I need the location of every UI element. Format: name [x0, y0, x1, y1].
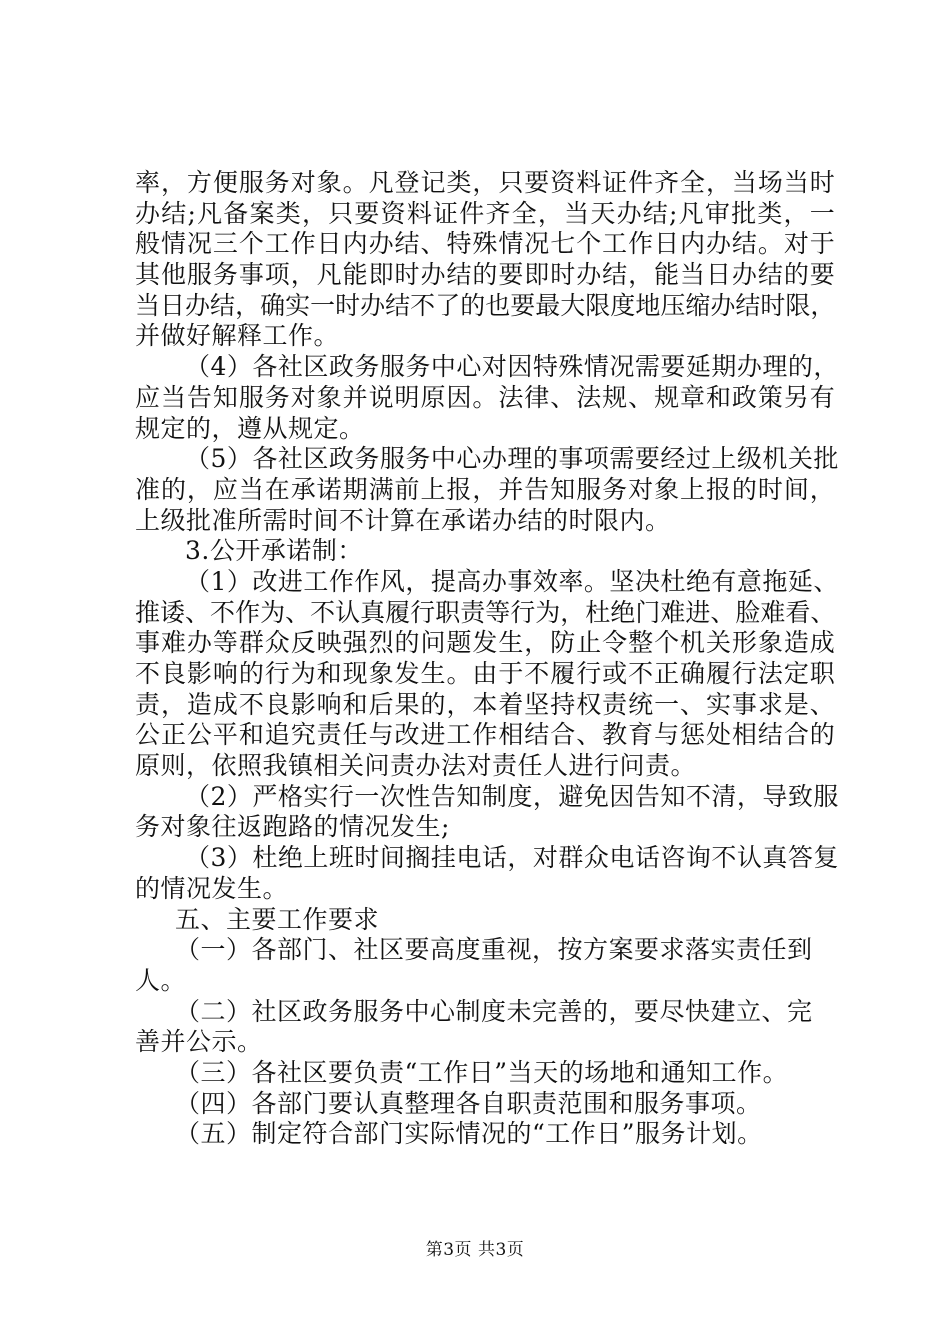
text-line: 人。: [135, 965, 187, 995]
text-line: 上级批准所需时间不计算在承诺办结的时限内。: [135, 505, 671, 535]
section-heading: 3.公开承诺制：: [185, 536, 363, 566]
text-line: 当 日 办 结 ， 确 实 一 时 办 结 不 了 的 也 要 最 大 限 度 地 压 缩 办 结 时 限 ，: [135, 290, 836, 320]
text-line: 的情况发生。: [135, 873, 289, 903]
text-line: （1）改进工作作风，提高办事效率。坚决杜绝有意拖延、: [185, 566, 839, 596]
text-line: 并做好解释工作。: [135, 321, 340, 351]
text-line: 责 ， 造 成 不 良 影 响 和 后 果 的 ， 本 着 坚 持 权 责 统 一 、 实 事 求 是 、: [135, 689, 835, 719]
text-line: 务对象往返跑路的情况发生;: [135, 812, 450, 842]
section-heading: 五、主要工作要求: [175, 904, 380, 934]
text-line: 推 诿 、 不 作 为 、 不 认 真 履 行 职 责 等 行 为 ， 杜 绝 门 难 进 、 脸 难 看 、: [135, 597, 836, 627]
text-line: 准 的 ， 应 当 在 承 诺 期 满 前 上 报 ， 并 告 知 服 务 对 象 上 报 的 时 间 ，: [135, 474, 835, 504]
text-line: 办 结 ; 凡 备 案 类 ， 只 要 资 料 证 件 齐 全 ， 当 天 办 结 ; 凡 审 批 类 ， 一: [135, 198, 835, 228]
text-line: （3）杜绝上班时间搁挂电话，对群众电话咨询不认真答复: [185, 843, 839, 873]
text-line: 原则，依照我镇相关问责办法对责任人进行问责。: [135, 751, 697, 781]
text-line: （三）各社区要负责“工作日”当天的场地和通知工作。: [175, 1057, 789, 1087]
text-line: 率 ， 方 便 服 务 对 象 。 凡 登 记 类 ， 只 要 资 料 证 件 齐 全 ， 当 场 当 时: [135, 168, 835, 197]
text-line: 般 情 况 三 个 工 作 日 内 办 结 、 特 殊 情 况 七 个 工 作 日 内 办 结 。 对 于: [135, 229, 835, 259]
document-body: [135, 168, 839, 1150]
text-line: 事 难 办 等 群 众 反 映 强 烈 的 问 题 发 生 ， 防 止 令 整 个 机 关 形 象 造 成: [135, 628, 835, 658]
text-line: （5）各社区政务服务中心办理的事项需要经过上级机关批: [185, 444, 839, 474]
text-line: （一）各部门、社区要高度重视，按方案要求落实责任到: [175, 935, 813, 965]
text-line: （二）社区政务服务中心制度未完善的，要尽快建立、完: [175, 996, 813, 1026]
text-line: 公 正 公 平 和 追 究 责 任 与 改 进 工 作 相 结 合 、 教 育 与 惩 处 相 结 合 的: [135, 720, 835, 750]
page-footer: 第3页 共3页: [425, 1240, 525, 1260]
text-line: 不 良 影 响 的 行 为 和 现 象 发 生 。 由 于 不 履 行 或 不 正 确 履 行 法 定 职: [135, 659, 835, 688]
text-line: 规定的，遵从规定。: [135, 413, 365, 443]
text-line: 其 他 服 务 事 项 ， 凡 能 即 时 办 结 的 要 即 时 办 结 ， 能 当 日 办 结 的 要: [135, 260, 835, 290]
text-line: 善并公示。: [135, 1027, 263, 1057]
text-line: 应 当 告 知 服 务 对 象 并 说 明 原 因 。 法 律 、 法 规 、 规 章 和 政 策 另 有: [135, 382, 835, 412]
text-line: （五）制定符合部门实际情况的“工作日”服务计划。: [175, 1119, 763, 1149]
text-line: （4）各社区政务服务中心对因特殊情况需要延期办理的，: [185, 352, 839, 382]
text-line: （2）严格实行一次性告知制度，避免因告知不清，导致服: [185, 781, 839, 811]
text-line: （四）各部门要认真整理各自职责范围和服务事项。: [175, 1088, 762, 1118]
